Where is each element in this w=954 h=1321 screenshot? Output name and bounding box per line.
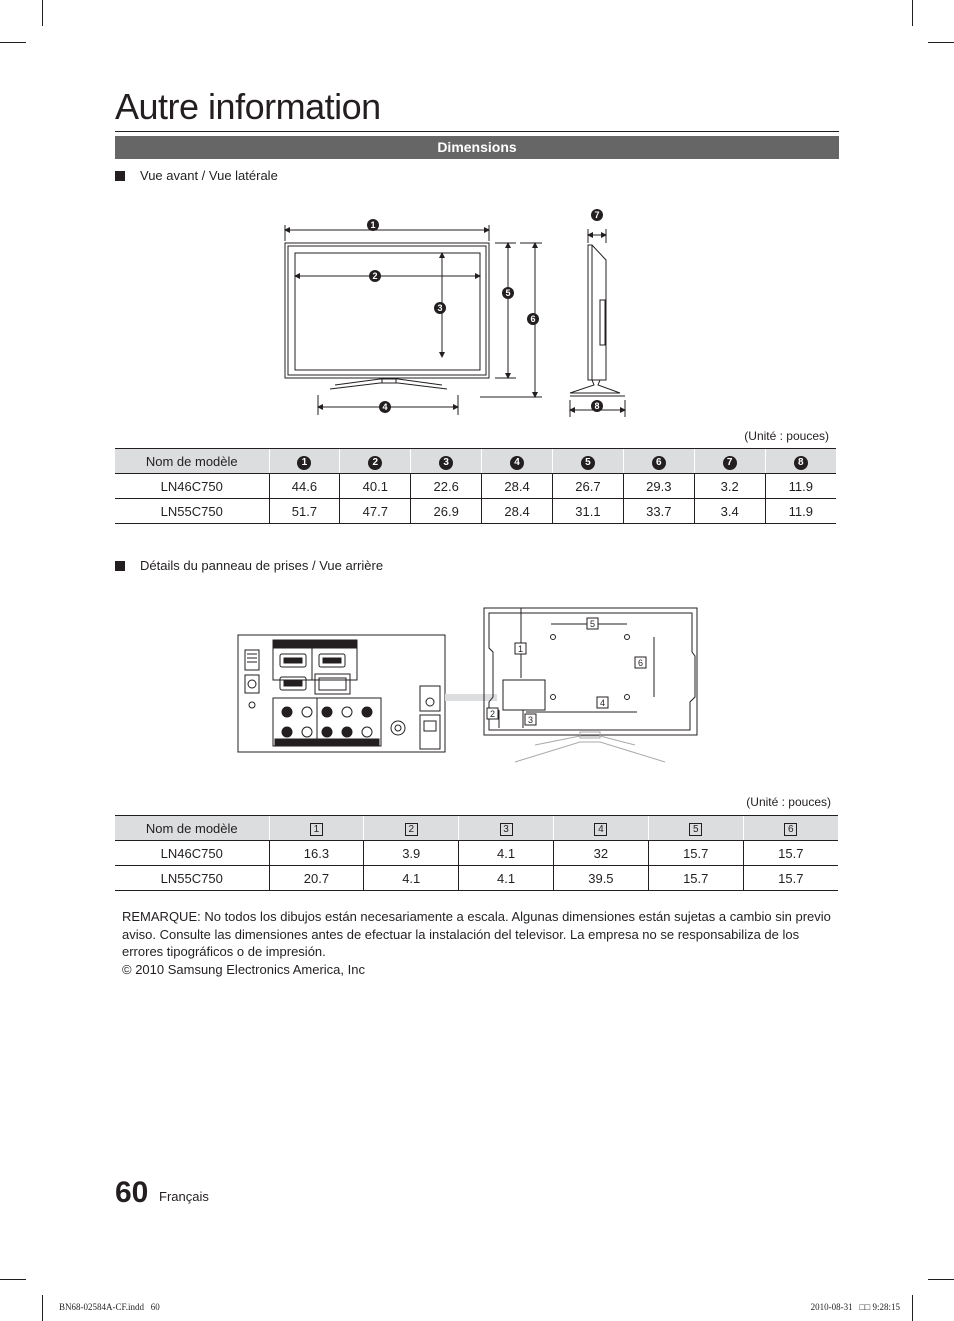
diagram-label: 2 [372, 271, 378, 281]
value-cell: 15.7 [743, 866, 838, 891]
column-header [411, 449, 482, 474]
column-header [648, 816, 743, 841]
model-column-header: Nom de modèle [115, 449, 269, 474]
value-cell: 3.9 [364, 841, 459, 866]
crop-mark [912, 0, 913, 26]
value-cell: 15.7 [648, 841, 743, 866]
table-row [115, 841, 838, 866]
crop-mark [0, 42, 26, 43]
column-header [482, 449, 553, 474]
title-divider [115, 131, 839, 132]
diagram-label: 4 [599, 698, 606, 708]
value-cell: 15.7 [743, 841, 838, 866]
crop-mark [42, 1295, 43, 1321]
unit-label: (Unité : pouces) [744, 429, 829, 443]
value-cell: 11.9 [765, 474, 836, 499]
diagram-label: 6 [637, 658, 644, 668]
column-label: 5 [581, 456, 595, 470]
column-header [459, 816, 554, 841]
rear-heading-text: Détails du panneau de prises / Vue arrière [140, 558, 384, 573]
column-header [623, 449, 694, 474]
front-dimensions-table [115, 448, 836, 524]
diagram-label: 1 [517, 644, 524, 654]
note-text: REMARQUE: No todos los dibujos están necesariamente a escala. Algunas dimensiones están sujetas a cambio sin previo aviso. Consulte las dimensiones antes de efectuar la instalación del televisor. La empresa no se responsabiliza de los errores tipográficos o de impresión. [122, 909, 831, 959]
value-cell: 51.7 [269, 499, 340, 524]
bullet-square-icon [115, 561, 125, 571]
diagram-label: 6 [530, 314, 536, 324]
slug-file: BN68-02584A-CF.indd 60 [59, 1302, 160, 1312]
value-cell: 15.7 [648, 866, 743, 891]
column-label: 4 [594, 823, 607, 836]
table-row [115, 866, 838, 891]
model-cell: LN55C750 [115, 866, 269, 891]
column-header [364, 816, 459, 841]
value-cell: 28.4 [482, 474, 553, 499]
value-cell: 4.1 [459, 866, 554, 891]
diagram-label: 5 [589, 619, 596, 629]
column-label: 2 [405, 823, 418, 836]
rear-heading [115, 558, 383, 573]
column-header [743, 816, 838, 841]
diagram-label: 4 [382, 402, 388, 412]
value-cell: 29.3 [623, 474, 694, 499]
value-cell: 3.4 [694, 499, 765, 524]
front-side-heading-text: Vue avant / Vue latérale [140, 168, 278, 183]
crop-mark [928, 42, 954, 43]
diagram-label: 1 [370, 220, 376, 230]
value-cell: 11.9 [765, 499, 836, 524]
value-cell: 3.2 [694, 474, 765, 499]
front-side-heading [115, 168, 278, 183]
value-cell: 16.3 [269, 841, 364, 866]
value-cell: 4.1 [459, 841, 554, 866]
column-header [765, 449, 836, 474]
rear-dimensions-table [115, 815, 838, 891]
unit-label: (Unité : pouces) [746, 795, 831, 809]
value-cell: 40.1 [340, 474, 411, 499]
column-label: 1 [297, 456, 311, 470]
column-label: 5 [689, 823, 702, 836]
column-label: 2 [368, 456, 382, 470]
value-cell: 39.5 [553, 866, 648, 891]
page-number: 60 [115, 1176, 149, 1209]
value-cell: 33.7 [623, 499, 694, 524]
model-column-header: Nom de modèle [115, 816, 269, 841]
model-cell: LN46C750 [115, 841, 269, 866]
value-cell: 31.1 [553, 499, 624, 524]
page-language: Français [159, 1189, 209, 1204]
value-cell: 20.7 [269, 866, 364, 891]
crop-mark [928, 1279, 954, 1280]
rear-panel-diagram [235, 602, 705, 770]
table-row [115, 499, 836, 524]
diagram-label: 8 [594, 401, 600, 411]
column-header [694, 449, 765, 474]
model-cell: LN46C750 [115, 474, 269, 499]
value-cell: 22.6 [411, 474, 482, 499]
copyright: © 2010 Samsung Electronics America, Inc [122, 961, 365, 977]
front-side-diagram [270, 205, 640, 420]
crop-mark [912, 1295, 913, 1321]
column-label: 6 [652, 456, 666, 470]
column-label: 3 [439, 456, 453, 470]
column-label: 1 [310, 823, 323, 836]
table-header-row [115, 816, 838, 841]
note-block [122, 908, 834, 978]
page-title: Autre information [115, 86, 381, 127]
column-label: 4 [510, 456, 524, 470]
diagram-label: 3 [527, 715, 534, 725]
section-header: Dimensions [115, 136, 839, 159]
diagram-label: 3 [437, 303, 443, 313]
model-cell: LN55C750 [115, 499, 269, 524]
column-header [269, 816, 364, 841]
column-header [340, 449, 411, 474]
column-label: 6 [784, 823, 797, 836]
column-label: 3 [500, 823, 513, 836]
diagram-label: 7 [594, 210, 600, 220]
value-cell: 32 [553, 841, 648, 866]
value-cell: 44.6 [269, 474, 340, 499]
value-cell: 28.4 [482, 499, 553, 524]
table-header-row [115, 449, 836, 474]
value-cell: 4.1 [364, 866, 459, 891]
value-cell: 26.9 [411, 499, 482, 524]
column-label: 7 [723, 456, 737, 470]
column-header [553, 449, 624, 474]
table-row [115, 474, 836, 499]
slug-date: 2010-08-31 □□ 9:28:15 [810, 1302, 900, 1312]
diagram-label: 2 [489, 709, 496, 719]
diagram-label: 5 [505, 288, 511, 298]
column-header [553, 816, 648, 841]
bullet-square-icon [115, 171, 125, 181]
crop-mark [42, 0, 43, 26]
value-cell: 26.7 [553, 474, 624, 499]
value-cell: 47.7 [340, 499, 411, 524]
column-label: 8 [794, 456, 808, 470]
crop-mark [0, 1279, 26, 1280]
column-header [269, 449, 340, 474]
